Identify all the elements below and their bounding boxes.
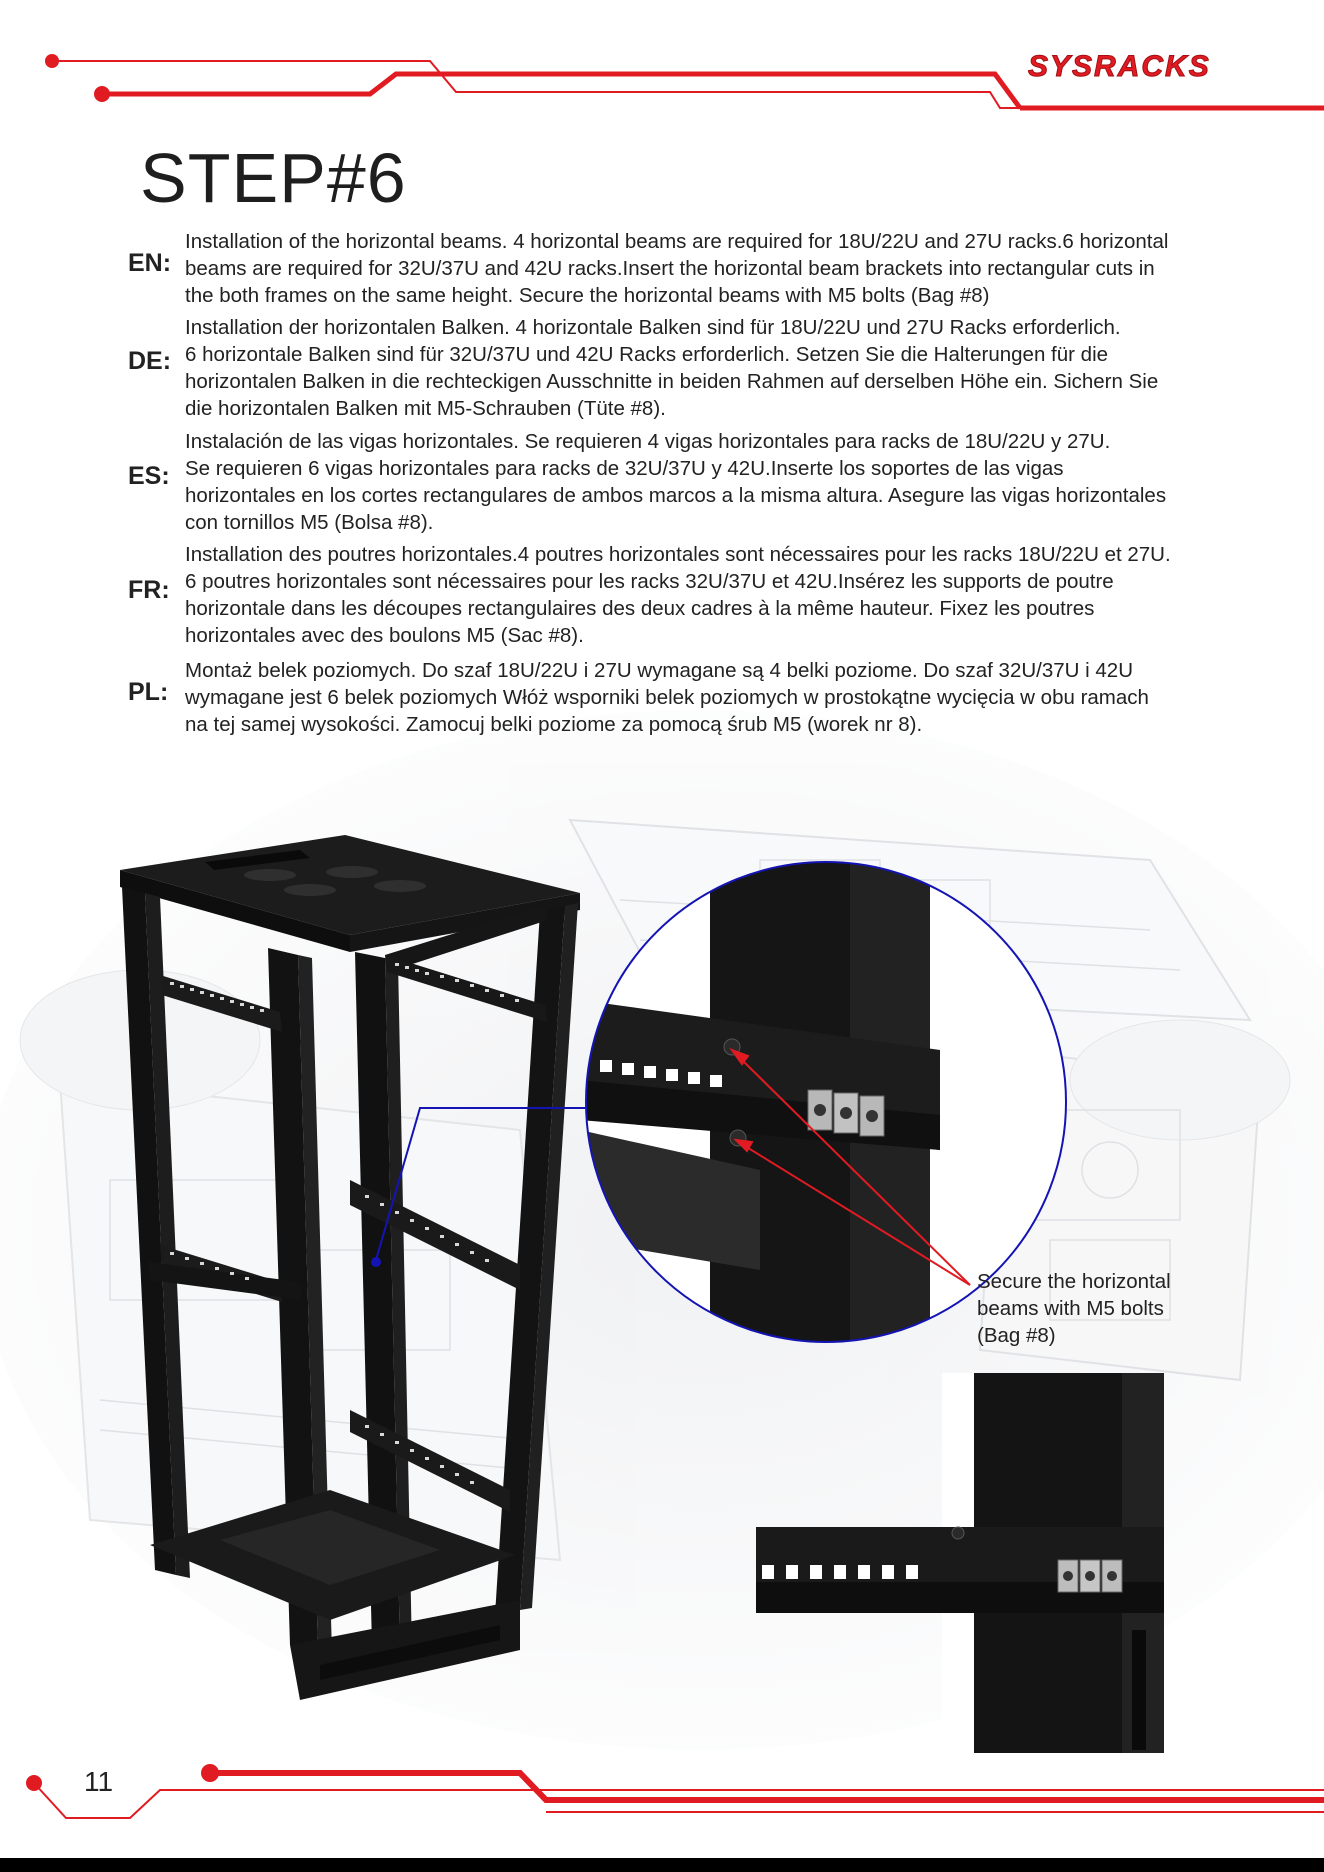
instruction-fr [185,541,1275,649]
bolt-bracket [808,1090,884,1136]
lang-code-es: ES: [128,462,170,490]
lang-code-en: EN: [128,249,172,277]
text-line: con tornillos M5 (Bolsa #8). [185,511,434,534]
lang-code-de: DE: [128,347,172,375]
text-line: Installation of the horizontal beams. 4 horizontal beams are required for 18U/22U and 27U racks.6 horizontal [185,230,1169,253]
footer-decoration [26,1764,1324,1818]
brand-logo: SYSRACKS [1028,50,1211,83]
text-line: die horizontalen Balken mit M5-Schrauben (Tüte #8). [185,397,666,420]
page-number: 11 [84,1766,114,1797]
step-title: STEP#6 [140,139,407,217]
instruction-de [185,314,1275,422]
instruction-en [185,228,1275,309]
instruction-pl [185,657,1275,738]
text-line: Installation des poutres horizontales.4 poutres horizontales sont nécessaires pour les racks 18U/22U et 27U. [185,543,1171,566]
text-line: na tej samej wysokości. Zamocuj belki poziome za pomocą śrub M5 (worek nr 8). [185,713,923,736]
callout-line: Secure the horizontal [977,1270,1171,1293]
footer-bar [0,1858,1324,1872]
text-line: horizontale dans les découpes rectangulaires des deux cadres à la même hauteur. Fixez les poutres [185,597,1095,620]
text-line: horizontales avec des boulons M5 (Sac #8). [185,624,584,647]
callout-line: (Bag #8) [977,1324,1056,1347]
text-line: 6 horizontale Balken sind für 32U/37U und 42U Racks erforderlich. Setzen Sie die Halterungen für die [185,343,1109,366]
text-line: Installation der horizontalen Balken. 4 horizontale Balken sind für 18U/22U und 27U Racks erforderlich. [185,316,1121,339]
text-line: Se requieren 6 vigas horizontales para racks de 32U/37U y 42U.Inserte los soportes de las vigas [185,457,1064,480]
lang-code-fr: FR: [128,576,170,604]
text-line: horizontales en los cortes rectangulares de ambos marcos a la misma altura. Asegure las vigas horizontales [185,484,1167,507]
bolt-callout [977,1268,1217,1349]
lang-code-pl: PL: [128,678,169,706]
instruction-es [185,428,1275,536]
text-line: 6 poutres horizontales sont nécessaires pour les racks 32U/37U et 42U.Insérez les supports de poutre [185,570,1114,593]
text-line: wymagane jest 6 belek poziomych Włóż wsporniki belek poziomych w prostokątne wycięcia w obu ramach [185,686,1149,709]
text-line: beams are required for 32U/37U and 42U racks.Insert the horizontal beam brackets into rectangular cuts in [185,257,1155,280]
callout-line: beams with M5 bolts [977,1297,1164,1320]
text-line: Montaż belek poziomych. Do szaf 18U/22U i 27U wymagane są 4 belki poziome. Do szaf 32U/37U i 42U [185,659,1134,682]
text-line: horizontalen Balken in die rechteckigen Ausschnitte in beiden Rahmen auf derselben Höhe ein. Sichern Sie [185,370,1159,393]
text-line: the both frames on the same height. Secure the horizontal beams with M5 bolts (Bag #8) [185,284,990,307]
text-line: Instalación de las vigas horizontales. Se requieren 4 vigas horizontales para racks de 18U/22U y 27U. [185,430,1111,453]
